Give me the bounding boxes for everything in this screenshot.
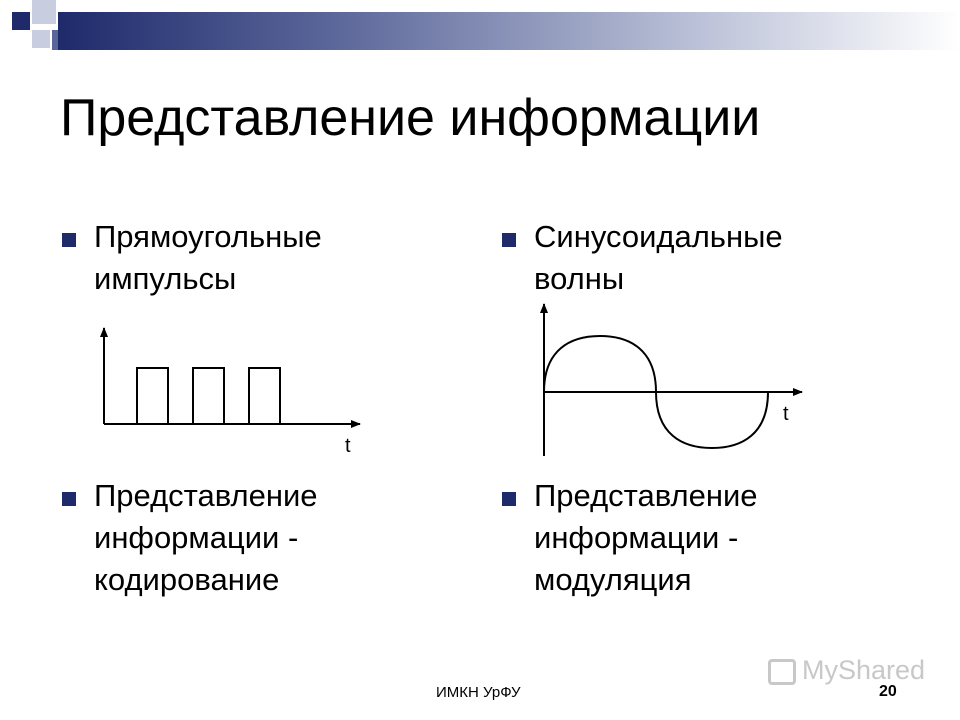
bullet-text-encoding: Представление информации - кодирование (94, 478, 318, 597)
sine-wave-diagram (544, 304, 802, 456)
myshared-watermark (768, 655, 925, 686)
pulse-rect (249, 368, 280, 424)
bullet-text-rect-pulses: Прямоугольные импульсы (94, 219, 322, 296)
time-axis-label: t (783, 403, 789, 425)
bullet-text-sine-waves: Синусоидальные волны (534, 219, 783, 296)
bullet-text-modulation: Представление информации - модуляция (534, 478, 758, 597)
presentation-icon (768, 659, 796, 685)
pulse-rect (137, 368, 168, 424)
rect-pulse-diagram (104, 328, 360, 457)
page-number: 20 (879, 683, 897, 700)
pulse-rect (193, 368, 224, 424)
slide-title: Представление информации (60, 89, 761, 147)
watermark-text: MyShared (802, 655, 926, 685)
footer-text: ИМКН УрФУ (436, 684, 521, 701)
time-axis-label: t (345, 435, 351, 457)
